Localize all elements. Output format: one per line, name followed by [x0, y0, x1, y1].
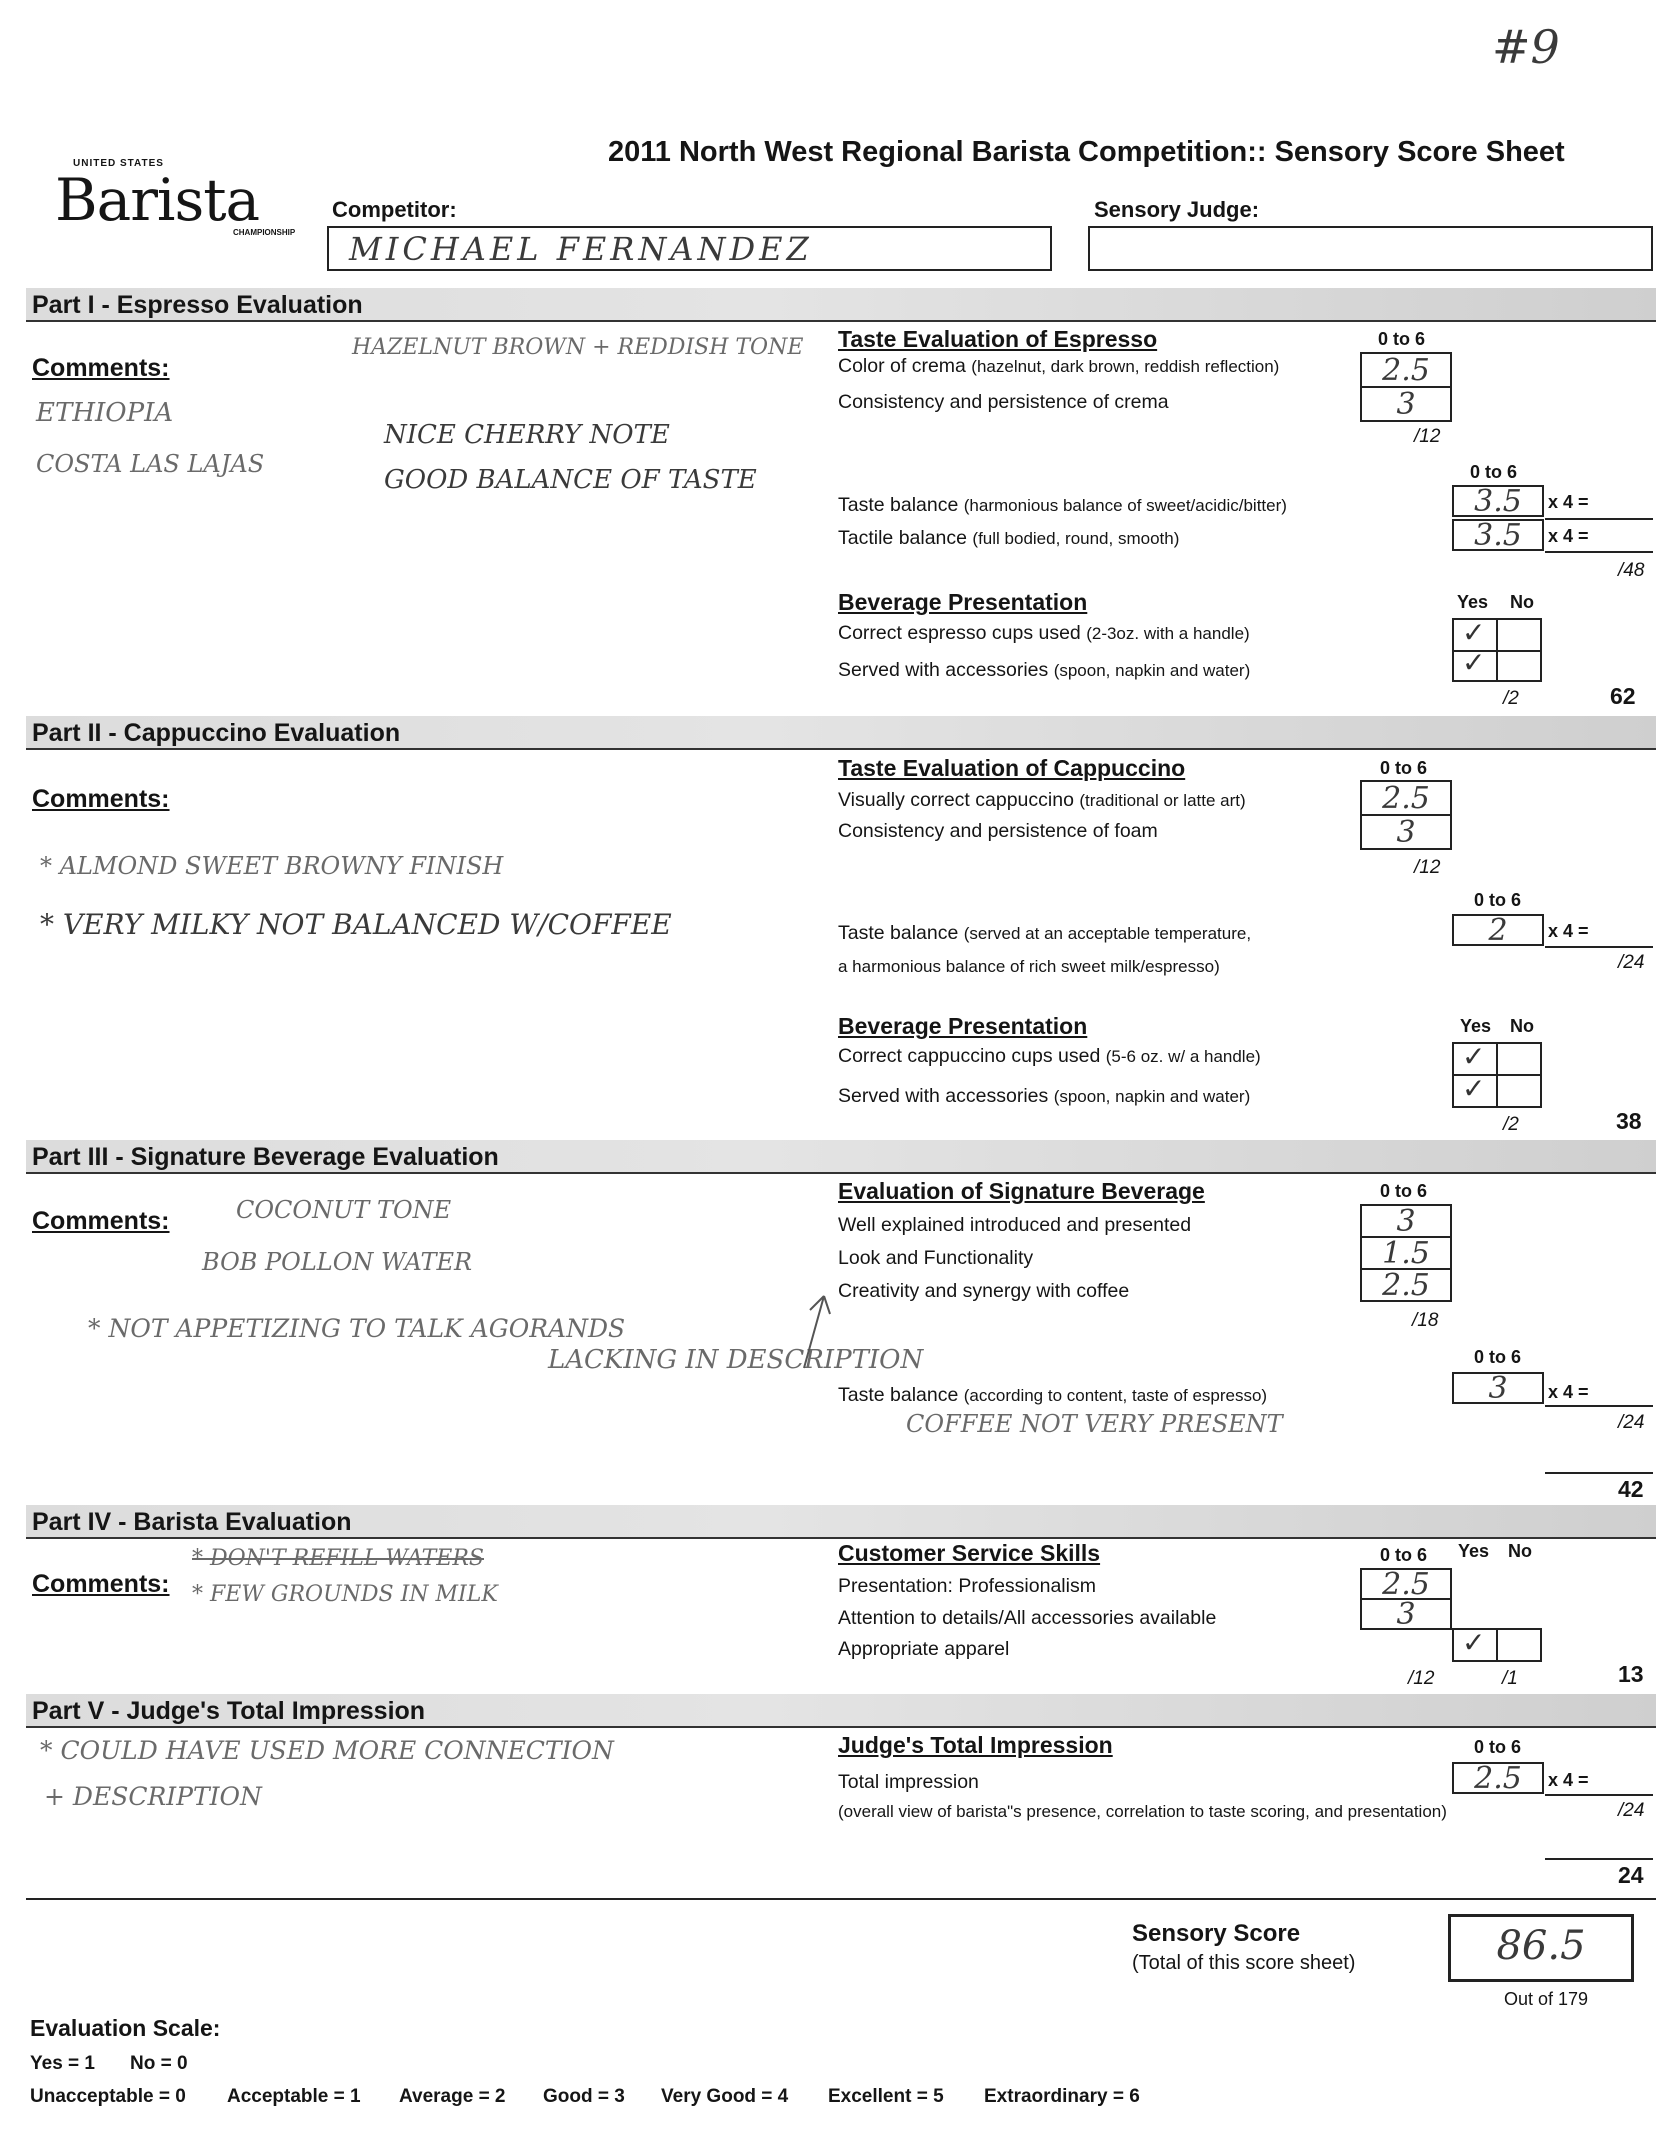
- part1-tactile-balance: Tactile balance (full bodied, round, smooth): [838, 527, 1180, 549]
- footer-divider: [26, 1898, 1656, 1900]
- part1-yes-label: Yes: [1457, 592, 1489, 612]
- section-bar-part4: [26, 1505, 1656, 1539]
- part1-total: 62: [1610, 683, 1636, 709]
- part5-heading: Judge's Total Impression: [838, 1732, 1113, 1758]
- part3-taste-multiplier: x 4 =: [1548, 1382, 1589, 1402]
- part2-title: Part II - Cappuccino Evaluation: [32, 719, 401, 747]
- part1-cups-no-box[interactable]: [1496, 618, 1542, 652]
- part1-cups: Correct espresso cups used (2-3oz. with a handle): [838, 622, 1250, 644]
- part1-range-a: 0 to 6: [1378, 329, 1426, 349]
- part2-max-c: /2: [1503, 1114, 1519, 1135]
- competitor-field[interactable]: [327, 226, 1052, 271]
- part2-accessories-no-box[interactable]: [1496, 1074, 1542, 1108]
- part3-comment-4: LACKING IN DESCRIPTION: [548, 1345, 924, 1375]
- sensory-score-label: Sensory Score: [1132, 1920, 1301, 1947]
- part3-taste-result-line: [1545, 1405, 1653, 1407]
- part4-max-b: /1: [1502, 1668, 1518, 1689]
- sensory-score-value: 86.5: [1496, 1923, 1586, 1969]
- part2-visual-score[interactable]: 2.5: [1360, 780, 1452, 816]
- part4-attention-score[interactable]: 3: [1360, 1598, 1452, 1630]
- sensory-judge-field[interactable]: [1088, 226, 1653, 271]
- part2-comment-1: * ALMOND SWEET BROWNY FINISH: [40, 852, 504, 880]
- part3-total: 42: [1618, 1476, 1644, 1502]
- part1-comment-3: COSTA LAS LAJAS: [36, 450, 265, 478]
- scale-no: No = 0: [130, 2053, 188, 2074]
- part5-total-impression: Total impression: [838, 1771, 979, 1793]
- part5-max-b: /24: [1618, 1800, 1645, 1821]
- part5-total-line: [1545, 1858, 1653, 1860]
- part1-taste-balance: Taste balance (harmonious balance of sweet/acidic/bitter): [838, 494, 1287, 516]
- arrow-up-icon: [796, 1290, 836, 1370]
- part1-comment-1: HAZELNUT BROWN + REDDISH TONE: [352, 335, 804, 360]
- part4-max-a: /12: [1408, 1668, 1435, 1689]
- part4-title: Part IV - Barista Evaluation: [32, 1508, 352, 1536]
- part1-color-crema-score[interactable]: 2.5: [1360, 352, 1452, 388]
- part3-title: Part III - Signature Beverage Evaluation: [32, 1143, 499, 1171]
- part5-total: 24: [1618, 1862, 1644, 1888]
- part3-taste-balance-score[interactable]: 3: [1452, 1372, 1544, 1404]
- part1-accessories: Served with accessories (spoon, napkin and water): [838, 659, 1251, 681]
- part1-accessories-yes-box[interactable]: ✓: [1452, 650, 1498, 682]
- part5-total-impression-score[interactable]: 2.5: [1452, 1762, 1544, 1794]
- part1-max-b: /48: [1618, 560, 1645, 581]
- scale-yes: Yes = 1: [30, 2053, 95, 2074]
- part3-creativity: Creativity and synergy with coffee: [838, 1280, 1130, 1302]
- part2-yes-label: Yes: [1460, 1016, 1492, 1036]
- part2-foam: Consistency and persistence of foam: [838, 820, 1158, 842]
- section-bar-part5: [26, 1694, 1656, 1728]
- part5-range-b: 0 to 6: [1474, 1737, 1522, 1757]
- part1-taste-balance-score[interactable]: 3.5: [1452, 485, 1544, 517]
- part4-presentation: Presentation: Professionalism: [838, 1575, 1096, 1597]
- part3-explained: Well explained introduced and presented: [838, 1214, 1192, 1236]
- part3-max-a: /18: [1412, 1310, 1439, 1331]
- part4-attention: Attention to details/All accessories available: [838, 1607, 1217, 1629]
- part1-comments-label: Comments:: [32, 354, 170, 382]
- part1-tactile-balance-score[interactable]: 3.5: [1452, 519, 1544, 551]
- part3-total-line: [1545, 1472, 1653, 1474]
- part1-max-a: /12: [1414, 426, 1441, 447]
- part1-comment-2: ETHIOPIA: [36, 398, 174, 428]
- part2-comment-2: * VERY MILKY NOT BALANCED W/COFFEE: [40, 908, 672, 941]
- part5-title: Part V - Judge's Total Impression: [32, 1697, 426, 1725]
- logo-sub-text: CHAMPIONSHIP: [233, 228, 296, 237]
- part1-taste-multiplier: x 4 =: [1548, 492, 1589, 512]
- part3-max-b: /24: [1618, 1412, 1645, 1433]
- part1-range-b: 0 to 6: [1470, 462, 1518, 482]
- part1-comment-5: GOOD BALANCE OF TASTE: [384, 465, 757, 495]
- part3-look-score[interactable]: 1.5: [1360, 1236, 1452, 1270]
- page-number: #9: [1492, 20, 1560, 74]
- part3-comment-5: COFFEE NOT VERY PRESENT: [906, 1410, 1283, 1438]
- part3-comments-label: Comments:: [32, 1207, 170, 1235]
- part3-comment-2: BOB POLLON WATER: [202, 1248, 473, 1276]
- scale-level-5: Excellent = 5: [828, 2086, 944, 2107]
- part4-comments-label: Comments:: [32, 1570, 170, 1598]
- part4-apparel: Appropriate apparel: [838, 1638, 1010, 1660]
- part1-consistency: Consistency and persistence of crema: [838, 391, 1169, 413]
- part4-range-a: 0 to 6: [1380, 1545, 1428, 1565]
- part3-heading: Evaluation of Signature Beverage: [838, 1178, 1205, 1204]
- part4-comment-2: * FEW GROUNDS IN MILK: [192, 1582, 498, 1607]
- part1-tactile-result-line: [1545, 551, 1653, 553]
- evaluation-scale-title: Evaluation Scale:: [30, 2015, 221, 2041]
- competitor-label: Competitor:: [332, 197, 457, 222]
- part4-comment-1: * DON'T REFILL WATERS: [192, 1546, 484, 1571]
- part2-taste-result-line: [1545, 946, 1653, 948]
- sensory-score-note: (Total of this score sheet): [1132, 1952, 1356, 1974]
- logo: [55, 158, 295, 248]
- section-bar-part2: [26, 716, 1656, 750]
- sensory-score-out-of: Out of 179: [1504, 1989, 1589, 2009]
- part5-multiplier: x 4 =: [1548, 1770, 1589, 1790]
- part2-taste-multiplier: x 4 =: [1548, 921, 1589, 941]
- part2-taste-balance-note2: a harmonious balance of rich sweet milk/espresso): [838, 957, 1220, 976]
- part2-cups: Correct cappuccino cups used (5-6 oz. w/ a handle): [838, 1045, 1261, 1067]
- part3-look: Look and Functionality: [838, 1247, 1034, 1269]
- part2-taste-balance: Taste balance (served at an acceptable temperature,: [838, 922, 1252, 944]
- page-title: 2011 North West Regional Barista Competition:: Sensory Score Sheet: [608, 136, 1565, 168]
- part3-taste-balance: Taste balance (according to content, taste of espresso): [838, 1384, 1268, 1406]
- part5-result-line: [1545, 1794, 1653, 1796]
- part2-accessories-yes-box[interactable]: ✓: [1452, 1074, 1498, 1108]
- part4-apparel-yes-box[interactable]: ✓: [1452, 1628, 1498, 1662]
- part2-max-a: /12: [1414, 857, 1441, 878]
- part1-taste-result-line: [1545, 518, 1653, 520]
- part1-cups-yes-box[interactable]: ✓: [1452, 618, 1498, 652]
- part2-total: 38: [1616, 1108, 1642, 1134]
- part3-explained-score[interactable]: 3: [1360, 1204, 1452, 1238]
- part2-cups-no-box[interactable]: [1496, 1042, 1542, 1076]
- part5-comment-2: + DESCRIPTION: [44, 1782, 262, 1811]
- logo-top-text: UNITED STATES: [73, 158, 164, 169]
- part2-no-label: No: [1510, 1016, 1534, 1036]
- sensory-judge-label: Sensory Judge:: [1094, 197, 1260, 222]
- part2-max-b: /24: [1618, 952, 1645, 973]
- part3-comment-1: COCONUT TONE: [236, 1196, 452, 1224]
- part4-total: 13: [1618, 1661, 1644, 1687]
- part1-color-crema: Color of crema (hazelnut, dark brown, reddish reflection): [838, 355, 1280, 377]
- part1-max-c: /2: [1503, 688, 1519, 709]
- part4-yes-label: Yes: [1458, 1541, 1490, 1561]
- scale-level-4: Very Good = 4: [661, 2086, 789, 2107]
- scale-level-3: Good = 3: [543, 2086, 625, 2107]
- part4-presentation-score[interactable]: 2.5: [1360, 1568, 1452, 1600]
- part4-heading: Customer Service Skills: [838, 1540, 1101, 1566]
- part3-range-b: 0 to 6: [1474, 1347, 1522, 1367]
- part1-no-label: No: [1510, 592, 1534, 612]
- logo-main-text: Barista: [55, 166, 260, 234]
- part5-comment-1: * COULD HAVE USED MORE CONNECTION: [40, 1736, 614, 1765]
- part1-accessories-no-box[interactable]: [1496, 650, 1542, 682]
- part1-comment-4: NICE CHERRY NOTE: [384, 420, 670, 450]
- part2-foam-score[interactable]: 3: [1360, 814, 1452, 850]
- competitor-value: MICHAEL FERNANDEZ: [349, 230, 813, 268]
- part2-comments-label: Comments:: [32, 785, 170, 813]
- scale-level-1: Acceptable = 1: [227, 2086, 361, 2107]
- part2-range-b: 0 to 6: [1474, 890, 1522, 910]
- part4-no-label: No: [1508, 1541, 1532, 1561]
- part2-taste-heading: Taste Evaluation of Cappuccino: [838, 755, 1186, 781]
- sensory-judge-value: [1090, 228, 1651, 269]
- scale-level-0: Unacceptable = 0: [30, 2086, 186, 2107]
- sensory-score-box[interactable]: [1448, 1914, 1634, 1982]
- part2-accessories: Served with accessories (spoon, napkin and water): [838, 1085, 1251, 1107]
- part1-title: Part I - Espresso Evaluation: [32, 291, 363, 319]
- part2-taste-balance-score[interactable]: 2: [1452, 914, 1544, 946]
- part2-cups-yes-box[interactable]: ✓: [1452, 1042, 1498, 1076]
- part1-consistency-score[interactable]: 3: [1360, 386, 1452, 422]
- section-bar-part3: [26, 1140, 1656, 1174]
- part1-taste-heading: Taste Evaluation of Espresso: [838, 326, 1158, 352]
- part1-tactile-multiplier: x 4 =: [1548, 526, 1589, 546]
- part3-creativity-score[interactable]: 2.5: [1360, 1268, 1452, 1302]
- section-bar-part1: [26, 288, 1656, 322]
- part2-range-a: 0 to 6: [1380, 758, 1428, 778]
- part5-note: (overall view of barista"s presence, correlation to taste scoring, and presentation): [838, 1802, 1447, 1821]
- part1-presentation-heading: Beverage Presentation: [838, 589, 1088, 615]
- part3-range-a: 0 to 6: [1380, 1181, 1428, 1201]
- part2-visual: Visually correct cappuccino (traditional or latte art): [838, 789, 1246, 811]
- part4-apparel-no-box[interactable]: [1496, 1628, 1542, 1662]
- part2-presentation-heading: Beverage Presentation: [838, 1013, 1088, 1039]
- part3-comment-3: * NOT APPETIZING TO TALK AGORANDS: [88, 1314, 626, 1343]
- scale-level-6: Extraordinary = 6: [984, 2086, 1140, 2107]
- scale-level-2: Average = 2: [399, 2086, 506, 2107]
